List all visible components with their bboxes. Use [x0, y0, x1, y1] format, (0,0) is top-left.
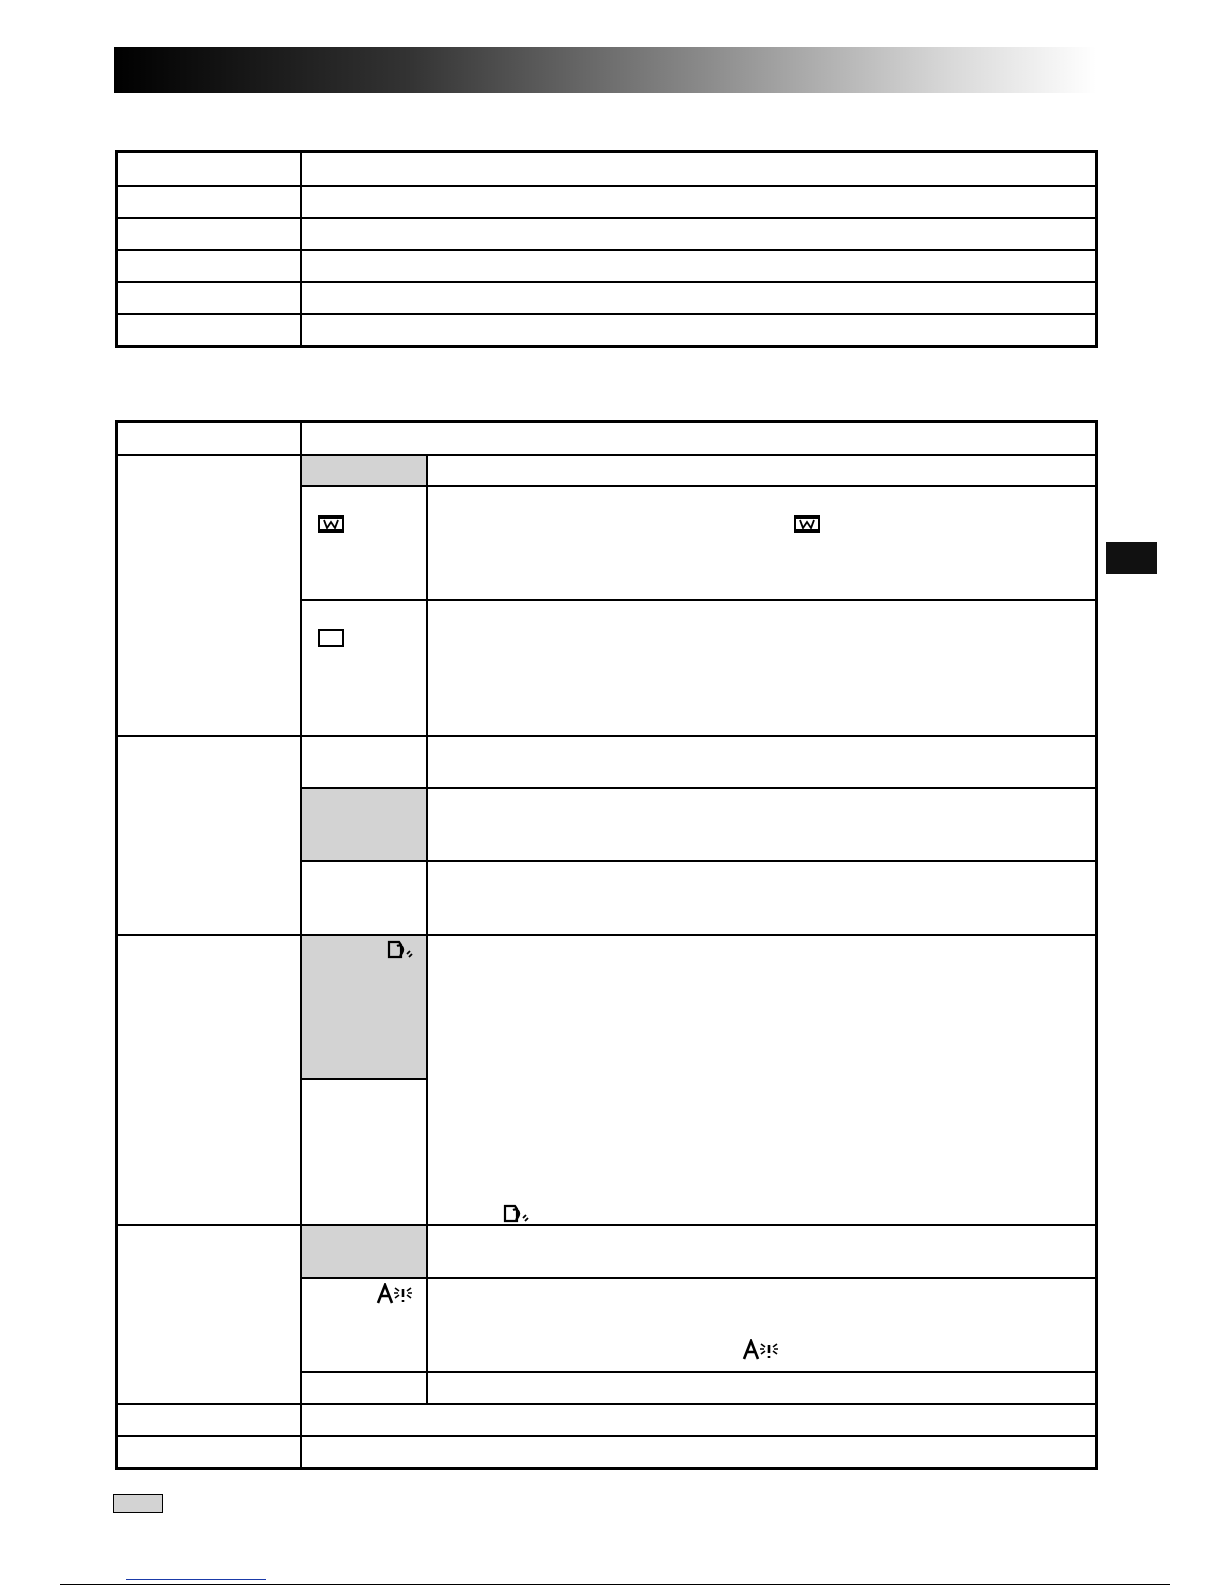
default-option-cell [301, 935, 427, 1079]
table-row [117, 1436, 1097, 1469]
table-row [117, 422, 1097, 456]
auto-light-icon [302, 1283, 416, 1310]
table-row [117, 935, 1097, 1079]
table-row [117, 282, 1097, 314]
table-row [117, 455, 1097, 486]
section-tab [1106, 542, 1157, 574]
header-gradient-bar [114, 47, 1096, 93]
wide-mode-icon [318, 515, 344, 533]
wide-mode-icon [794, 515, 820, 533]
table-row [117, 736, 1097, 788]
settings-table-bottom [115, 420, 1098, 1470]
table-row [117, 250, 1097, 282]
default-setting-legend-swatch [113, 1494, 163, 1513]
table-row [117, 1404, 1097, 1436]
frame-icon [318, 629, 344, 647]
auto-light-icon [742, 1339, 782, 1361]
image-stabilizer-icon [502, 1204, 532, 1224]
settings-table-top [115, 150, 1098, 348]
table-row [117, 152, 1097, 187]
table-row [117, 186, 1097, 218]
table-row [117, 314, 1097, 347]
table-row [117, 218, 1097, 250]
default-option-cell [301, 788, 427, 861]
default-option-cell [301, 1225, 427, 1278]
default-option-cell [301, 455, 427, 486]
table-row [117, 1225, 1097, 1278]
image-stabilizer-icon [302, 940, 416, 965]
footer-link-underline[interactable] [126, 1579, 266, 1580]
